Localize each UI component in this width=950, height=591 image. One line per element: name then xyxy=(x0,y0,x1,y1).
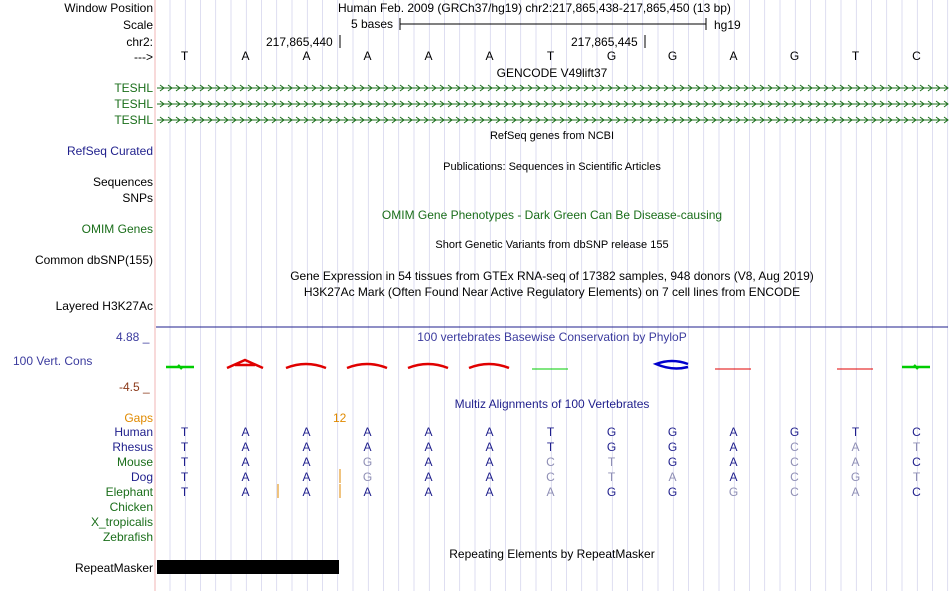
reference-base: A xyxy=(424,49,433,63)
alignment-base: A xyxy=(241,470,250,484)
alignment-base: T xyxy=(912,440,921,454)
h3k27ac-track-label[interactable]: Layered H3K27Ac xyxy=(55,299,153,313)
conservation-max-value: 4.88 _ xyxy=(116,330,150,344)
omim-track-label[interactable]: OMIM Genes xyxy=(81,222,153,236)
alignment-base: A xyxy=(424,455,433,469)
alignment-base: C xyxy=(912,485,921,499)
scale-value: 5 bases xyxy=(351,17,394,31)
alignment-base: G xyxy=(667,425,678,439)
repeatmasker-track-label[interactable]: RepeatMasker xyxy=(74,561,153,575)
alignment-base: A xyxy=(485,455,494,469)
conservation-track-title[interactable]: 100 vertebrates Basewise Conservation by PhyloP xyxy=(417,330,687,344)
alignment-base: A xyxy=(729,455,738,469)
alignment-base: A xyxy=(729,440,738,454)
alignment-base: T xyxy=(607,455,616,469)
alignment-base: A xyxy=(729,425,738,439)
gencode-row-label[interactable]: TESHL xyxy=(114,113,153,127)
publications-label-snps[interactable]: SNPs xyxy=(122,191,153,205)
reference-base: A xyxy=(729,49,738,63)
alignment-base: A xyxy=(668,470,677,484)
strand-label: ---> xyxy=(134,50,153,64)
alignment-base: A xyxy=(241,425,250,439)
alignment-base: T xyxy=(180,455,189,469)
alignment-base: A xyxy=(424,425,433,439)
alignment-base: C xyxy=(546,470,555,484)
reference-base: T xyxy=(180,49,189,63)
alignment-base: G xyxy=(362,470,373,484)
alignment-base: A xyxy=(424,440,433,454)
species-label[interactable]: Rhesus xyxy=(112,440,153,454)
alignment-base: C xyxy=(546,455,555,469)
conservation-mark xyxy=(656,361,688,368)
alignment-base: C xyxy=(790,470,799,484)
publications-track-title[interactable]: Publications: Sequences in Scientific Articles xyxy=(443,161,661,173)
alignment-base: T xyxy=(912,470,921,484)
conservation-track-label[interactable]: 100 Vert. Cons xyxy=(13,354,93,368)
window-position-label: Window Position xyxy=(64,1,153,15)
omim-track-title[interactable]: OMIM Gene Phenotypes - Dark Green Can Be Disease-causing xyxy=(381,208,723,222)
conservation-plot[interactable] xyxy=(166,360,930,369)
alignment-base: G xyxy=(606,485,617,499)
alignment-base: A xyxy=(363,425,372,439)
alignment-base: G xyxy=(606,425,617,439)
alignment-base: A xyxy=(546,485,555,499)
gencode-transcripts[interactable] xyxy=(157,85,948,123)
species-label[interactable]: Chicken xyxy=(109,500,153,514)
reference-base: A xyxy=(241,49,250,63)
alignment-base: A xyxy=(241,440,250,454)
alignment-base: A xyxy=(302,455,311,469)
alignment-base: G xyxy=(667,455,678,469)
refseq-track-label[interactable]: RefSeq Curated xyxy=(66,144,153,158)
dbsnp-track-label[interactable]: Common dbSNP(155) xyxy=(34,253,153,267)
scale-assembly: hg19 xyxy=(714,18,741,32)
reference-base: G xyxy=(667,49,678,63)
alignment-base: A xyxy=(729,470,738,484)
alignment-base: A xyxy=(302,425,311,439)
alignment-base: A xyxy=(485,440,494,454)
alignment-base: T xyxy=(180,425,189,439)
alignment-base: T xyxy=(851,425,860,439)
alignment-base: G xyxy=(667,485,678,499)
alignment-base: T xyxy=(546,440,555,454)
species-label[interactable]: Mouse xyxy=(116,455,153,469)
reference-base: A xyxy=(302,49,311,63)
alignment-base: A xyxy=(424,470,433,484)
chrom-label: chr2: xyxy=(126,35,153,49)
alignment-base: G xyxy=(789,425,800,439)
alignment-base: T xyxy=(180,485,189,499)
gencode-row-label[interactable]: TESHL xyxy=(114,97,153,111)
reference-base: A xyxy=(485,49,494,63)
scale-bar xyxy=(400,18,706,30)
gap-count: 12 xyxy=(333,411,347,425)
dbsnp-track-title[interactable]: Short Genetic Variants from dbSNP release 155 xyxy=(435,239,669,251)
coord-label-1: 217,865,440 xyxy=(266,35,333,49)
reference-base: C xyxy=(912,49,921,63)
gencode-track-title[interactable]: GENCODE V49lift37 xyxy=(496,66,608,80)
alignment-base: C xyxy=(912,425,921,439)
alignment-base: G xyxy=(362,455,373,469)
reference-base: G xyxy=(606,49,617,63)
alignment-base: C xyxy=(790,485,799,499)
species-label[interactable]: X_tropicalis xyxy=(90,515,153,529)
alignment-base: T xyxy=(546,425,555,439)
gaps-label: Gaps xyxy=(124,411,153,425)
alignment-base: T xyxy=(180,440,189,454)
multiz-track-title[interactable]: Multiz Alignments of 100 Vertebrates xyxy=(454,397,650,411)
repeatmasker-block[interactable] xyxy=(157,560,339,574)
alignment-base: A xyxy=(241,485,250,499)
alignment-base: A xyxy=(485,470,494,484)
h3k27ac-track-title[interactable]: H3K27Ac Mark (Often Found Near Active Regulatory Elements) on 7 cell lines from ENCODE xyxy=(303,285,801,299)
alignment-base: A xyxy=(485,425,494,439)
publications-label-sequences[interactable]: Sequences xyxy=(92,175,153,189)
alignment-base: C xyxy=(790,455,799,469)
alignment-base: C xyxy=(912,455,921,469)
alignment-base: T xyxy=(180,470,189,484)
alignment-base: C xyxy=(790,440,799,454)
species-label[interactable]: Human xyxy=(114,425,153,439)
alignment-base: A xyxy=(851,455,860,469)
alignment-base: G xyxy=(606,440,617,454)
reference-base: G xyxy=(789,49,800,63)
reference-sequence xyxy=(0,49,950,64)
reference-base: A xyxy=(363,49,372,63)
alignment-base: A xyxy=(851,440,860,454)
refseq-track-title[interactable]: RefSeq genes from NCBI xyxy=(489,130,615,142)
alignment-base: G xyxy=(850,470,861,484)
conservation-mark xyxy=(902,365,930,369)
species-label[interactable]: Zebrafish xyxy=(102,530,153,544)
gtex-track-title[interactable]: Gene Expression in 54 tissues from GTEx RNA-seq of 17382 samples, 948 donors (V8, Aug 2019) xyxy=(290,269,814,283)
coord-label-2: 217,865,445 xyxy=(571,35,638,49)
species-label[interactable]: Dog xyxy=(130,470,153,484)
reference-base: T xyxy=(546,49,555,63)
window-position-value: Human Feb. 2009 (GRCh37/hg19) chr2:217,865,438-217,865,450 (13 bp) xyxy=(338,1,731,15)
alignment-base: G xyxy=(667,440,678,454)
alignment-base: A xyxy=(851,485,860,499)
alignment-base: A xyxy=(424,485,433,499)
reference-base: T xyxy=(851,49,860,63)
alignment-base: G xyxy=(728,485,739,499)
alignment-base: A xyxy=(302,470,311,484)
scale-label: Scale xyxy=(122,18,153,32)
gencode-row-label[interactable]: TESHL xyxy=(114,81,153,95)
conservation-mark xyxy=(227,360,263,368)
alignment-base: A xyxy=(363,440,372,454)
alignment-base: A xyxy=(241,455,250,469)
alignment-base: A xyxy=(302,485,311,499)
alignment-base: A xyxy=(363,485,372,499)
repeatmasker-track-title[interactable]: Repeating Elements by RepeatMasker xyxy=(449,547,655,561)
alignment-base: A xyxy=(485,485,494,499)
alignment-base: A xyxy=(302,440,311,454)
species-label[interactable]: Elephant xyxy=(105,485,153,499)
conservation-min-value: -4.5 _ xyxy=(119,380,150,394)
alignment-base: T xyxy=(607,470,616,484)
